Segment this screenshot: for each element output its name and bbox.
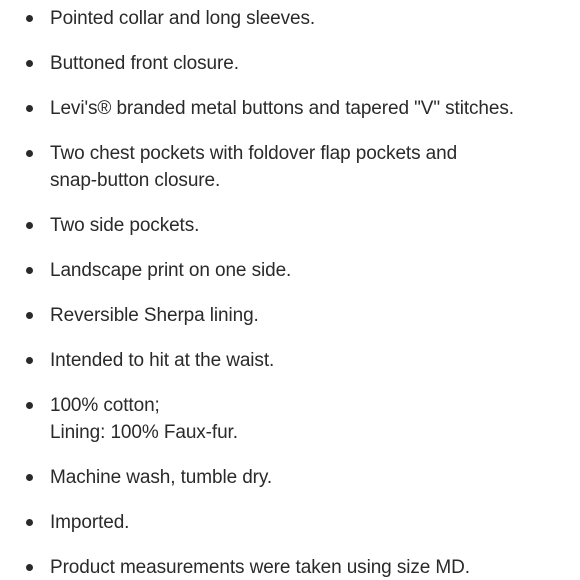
list-item-text: Imported. [50, 512, 130, 533]
list-item [0, 554, 580, 580]
bullet-icon [26, 267, 33, 274]
list-item-text: Pointed collar and long sleeves. [50, 8, 316, 29]
list-item-text-continued: snap-button closure. [50, 170, 221, 191]
list-item [0, 140, 580, 194]
feature-list [0, 5, 580, 580]
list-item [0, 257, 580, 284]
bullet-icon [26, 519, 33, 526]
list-item [0, 464, 580, 491]
bullet-icon [26, 564, 33, 571]
list-item-text: Two chest pockets with foldover flap pockets and [50, 143, 458, 164]
list-item [0, 347, 580, 374]
list-item-text-continued: Lining: 100% Faux-fur. [50, 422, 238, 443]
list-item [0, 212, 580, 239]
list-item-text: Two side pockets. [50, 215, 200, 236]
list-item-text: Product measurements were taken using size MD. [50, 557, 470, 578]
list-item-text: Reversible Sherpa lining. [50, 305, 259, 326]
bullet-icon [26, 312, 33, 319]
list-item [0, 50, 580, 77]
list-item-text: Buttoned front closure. [50, 53, 239, 74]
list-item [0, 392, 580, 446]
bullet-icon [26, 15, 33, 22]
list-item [0, 302, 580, 329]
list-item [0, 5, 580, 32]
bullet-icon [26, 474, 33, 481]
list-item-text: Landscape print on one side. [50, 260, 292, 281]
list-item [0, 509, 580, 536]
bullet-icon [26, 60, 33, 67]
bullet-icon [26, 357, 33, 364]
bullet-icon [26, 222, 33, 229]
list-item-text: Levi's® branded metal buttons and tapered "V" stitches. [50, 98, 514, 119]
list-item [0, 95, 580, 122]
list-item-text: Machine wash, tumble dry. [50, 467, 273, 488]
bullet-icon [26, 402, 33, 409]
bullet-icon [26, 105, 33, 112]
bullet-icon [26, 150, 33, 157]
list-item-text: 100% cotton; [50, 395, 160, 416]
list-item-text: Intended to hit at the waist. [50, 350, 275, 371]
